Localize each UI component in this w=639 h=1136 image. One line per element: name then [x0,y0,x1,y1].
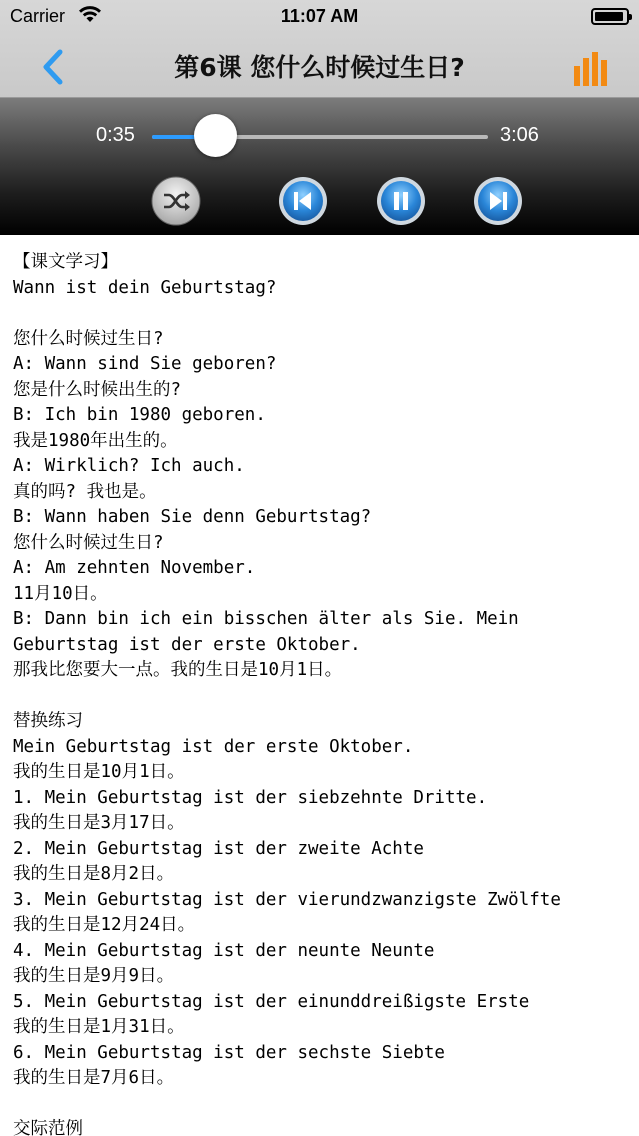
lesson-line: 我的生日是3月17日。 [13,813,185,833]
previous-track-button[interactable] [278,176,328,226]
lesson-line: A: Am zehnten November. [13,558,256,578]
progress-thumb[interactable] [194,114,237,157]
lesson-line: A: Wann sind Sie geboren? [13,354,277,374]
lesson-line: 真的吗? 我也是。 [13,481,157,502]
lesson-line: 我的生日是12月24日。 [13,915,196,935]
lesson-line: 我的生日是10月1日。 [13,762,185,782]
lesson-line: 我的生日是1月31日。 [13,1017,185,1037]
lesson-line: 我的生日是9月9日。 [13,966,175,986]
lesson-line [13,301,629,327]
total-time: 3:06 [500,124,539,146]
lesson-text [13,250,629,1136]
shuffle-icon [151,176,201,226]
status-time: 11:07 AM [280,6,359,26]
lesson-line: 您什么时候过生日? [13,532,164,553]
current-time: 0:35 [96,124,135,146]
lesson-line: 您是什么时候出生的? [13,379,182,400]
lesson-line: 我是1980年出生的。 [13,430,178,451]
app-header [0,0,639,98]
page-title: 第6课 您什么时候过生日? [174,53,465,82]
lesson-line: 1. Mein Geburtstag ist der siebzehnte Dritte. [13,787,488,808]
previous-track-icon [278,176,328,226]
next-track-icon [473,176,523,226]
lesson-line: 交际范例 [13,1119,83,1136]
lesson-line: 6. Mein Geburtstag ist der sechste Siebte [13,1042,445,1063]
audio-player [0,98,639,235]
shuffle-button[interactable] [151,176,201,226]
lesson-line: 那我比您要大一点。我的生日是10月1日。 [13,660,343,680]
lesson-line: 4. Mein Geburtstag ist der neunte Neunte [13,940,435,961]
lesson-line: 5. Mein Geburtstag ist der einunddreißigste Erste [13,991,530,1012]
lesson-line: A: Wirklich? Ich auch. [13,456,245,476]
audio-stats-button[interactable] [573,50,611,86]
lesson-line: B: Wann haben Sie denn Geburtstag? [13,507,372,527]
lesson-line: Mein Geburtstag ist der erste Oktober. [13,736,414,757]
pause-button[interactable] [376,176,426,226]
bar-chart-icon [573,50,611,86]
lesson-line: Wann ist dein Geburtstag? [13,277,277,298]
lesson-line: 我的生日是7月6日。 [13,1068,175,1088]
status-bar [0,0,639,34]
lesson-line: 3. Mein Geburtstag ist der vierundzwanzigste Zwölfte [13,889,561,910]
lesson-line: 替换练习 [13,711,83,731]
lesson-line: 您什么时候过生日? [13,328,164,349]
lesson-line: 【课文学习】 [13,252,118,272]
lesson-line: 我的生日是8月2日。 [13,864,175,884]
pause-icon [376,176,426,226]
lesson-line: B: Ich bin 1980 geboren. [13,405,266,425]
battery-icon [591,8,629,25]
lesson-line [13,1092,629,1118]
lesson-line: 2. Mein Geburtstag ist der zweite Achte [13,838,424,859]
lesson-line: 11月10日。 [13,583,108,604]
next-track-button[interactable] [473,176,523,226]
lesson-line [13,684,629,710]
lesson-line: B: Dann bin ich ein bisschen älter als Sie. Mein Geburtstag ist der erste Oktober. [13,609,530,655]
carrier-label: Carrier [10,6,66,26]
